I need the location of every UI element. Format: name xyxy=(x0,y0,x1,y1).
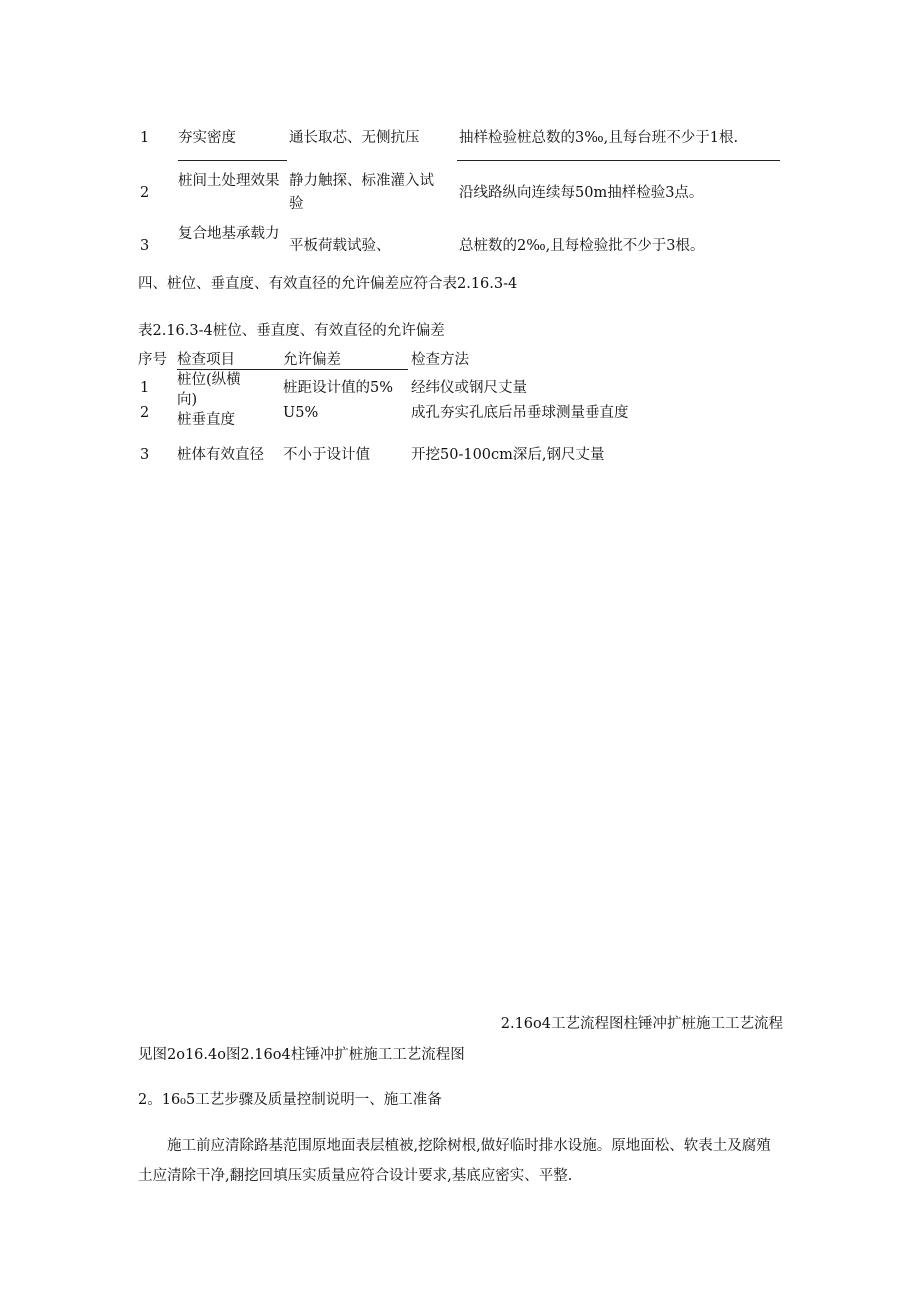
table2-header-rule xyxy=(177,369,408,370)
table1-rule-item xyxy=(178,160,287,161)
table1-row2-freq: 沿线路纵向连续每50m抽样检验3点。 xyxy=(459,185,704,201)
table2-row2-method: 成孔夯实孔底后吊垂球测量垂直度 xyxy=(411,405,629,421)
section-25-heading: 2。16₀5工艺步骤及质量控制说明一、施工准备 xyxy=(138,1092,442,1108)
table2-row1-item-line2-clip xyxy=(177,391,257,408)
table2-row1-method: 经纬仪或钢尺丈量 xyxy=(411,380,527,396)
flow-line2: 见图2o16.4o图2.16o4柱锤冲扩桩施工工艺流程图 xyxy=(138,1047,465,1063)
table1-row3-no: 3 xyxy=(140,238,150,254)
table2-row2-item: 桩垂直度 xyxy=(177,412,235,428)
table1-rule-freq xyxy=(457,160,780,161)
table2-header-tol: 允许偏差 xyxy=(283,352,341,368)
table2-row1-tol: 桩距设计值的5% xyxy=(283,380,394,396)
table1-row2-item: 桩间土处理效果 xyxy=(178,173,280,189)
table1-row2-method-line1: 静力触探、标准灌入试 xyxy=(289,173,434,189)
flow-line1: 2.16o4工艺流程图柱锤冲扩桩施工工艺流程 xyxy=(500,1016,783,1032)
table1-row3-method: 平板荷载试验、 xyxy=(289,238,391,254)
table2-caption: 表2.16.3-4桩位、垂直度、有效直径的允许偏差 xyxy=(138,323,445,339)
table2-row2-tol: U5% xyxy=(283,405,319,421)
table1-row1-item: 夯实密度 xyxy=(178,130,236,146)
table2-header-no: 序号 xyxy=(138,352,167,368)
table2-row3-item: 桩体有效直径 xyxy=(177,447,264,463)
table2-row1-item-line1: 桩位(纵横 xyxy=(177,372,241,388)
table2-row1-item-line2: 向) xyxy=(177,392,198,408)
table2-row1-no: 1 xyxy=(140,380,150,396)
table2-header-item: 检查项目 xyxy=(177,352,235,368)
table2-header-method: 检查方法 xyxy=(411,352,469,368)
table1-row3-freq: 总桩数的2‰,且每检验批不少于3根。 xyxy=(459,238,705,254)
table1-row1-no: 1 xyxy=(140,130,150,146)
table2-row2-no: 2 xyxy=(140,405,150,421)
table2-row3-method: 开挖50-100cm深后,钢尺丈量 xyxy=(411,447,605,463)
table1-row1-freq: 抽样检验桩总数的3‰,且每台班不少于1根. xyxy=(459,130,739,146)
table2-row3-no: 3 xyxy=(140,447,150,463)
table1-row2-no: 2 xyxy=(140,185,150,201)
preparation-paragraph: 施工前应清除路基范围原地面表层植被,挖除树根,做好临时排水设施。原地面松、软表土及腐殖土应清除干净,翻挖回填压实质量应符合设计要求,基底应密实、平整. xyxy=(138,1138,771,1184)
table1-row2-method-line2: 验 xyxy=(289,196,304,212)
table1-row3-item: 复合地基承载力 xyxy=(178,226,280,242)
table1-row1-method: 通长取芯、无侧抗压 xyxy=(289,130,420,146)
section-four-heading: 四、桩位、垂直度、有效直径的允许偏差应符合表2.16.3-4 xyxy=(138,276,518,292)
table2-row3-tol: 不小于设计值 xyxy=(283,447,370,463)
